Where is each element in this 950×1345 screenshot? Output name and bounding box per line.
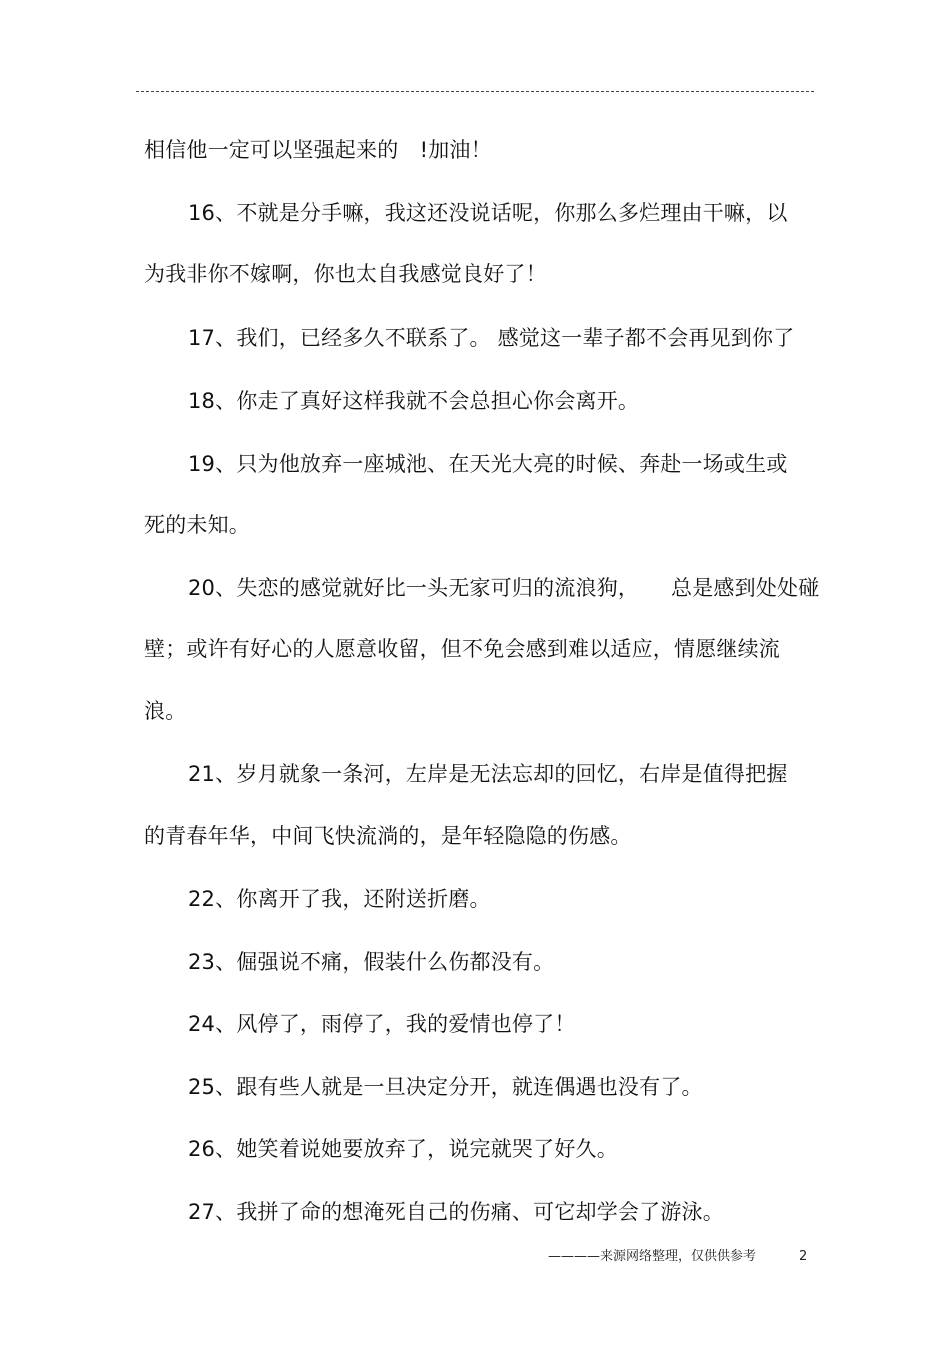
text-line: 相信他一定可以坚强起来的 !加油！	[144, 138, 492, 162]
header-dashed-rule	[136, 91, 814, 92]
text-line: 浪。	[144, 699, 187, 723]
text-line: 20、失恋的感觉就好比一头无家可归的流浪狗， 总是感到处处碰	[188, 576, 820, 600]
text-line: 16、不就是分手嘛，我这还没说话呢，你那么多烂理由干嘛，以	[188, 201, 788, 225]
footer-source-note: ————来源网络整理，仅供供参考	[548, 1249, 757, 1264]
text-line: 壁；或许有好心的人愿意收留，但不免会感到难以适应，情愿继续流	[144, 637, 780, 661]
text-line: 的青春年华，中间飞快流淌的，是年轻隐隐的伤感。	[144, 824, 632, 848]
text-line: 为我非你不嫁啊，你也太自我感觉良好了！	[144, 262, 547, 286]
text-line: 17、我们，已经多久不联系了。 感觉这一辈子都不会再见到你了	[188, 326, 795, 350]
text-line: 25、跟有些人就是一旦决定分开，就连偶遇也没有了。	[188, 1075, 703, 1099]
text-line: 22、你离开了我，还附送折磨。	[188, 887, 491, 911]
text-line: 26、她笑着说她要放弃了，说完就哭了好久。	[188, 1137, 618, 1161]
text-line: 21、岁月就象一条河，左岸是无法忘却的回忆，右岸是值得把握	[188, 762, 788, 786]
text-line: 27、我拼了命的想淹死自己的伤痛、可它却学会了游泳。	[188, 1200, 724, 1224]
text-line: 23、倔强说不痛，假装什么伤都没有。	[188, 950, 555, 974]
text-line: 死的未知。	[144, 513, 250, 537]
text-line: 24、风停了，雨停了，我的爱情也停了！	[188, 1012, 576, 1036]
page-number: 2	[799, 1249, 808, 1264]
text-line: 18、你走了真好这样我就不会总担心你会离开。	[188, 389, 640, 413]
text-line: 19、只为他放弃一座城池、在天光大亮的时候、奔赴一场或生或	[188, 452, 788, 476]
